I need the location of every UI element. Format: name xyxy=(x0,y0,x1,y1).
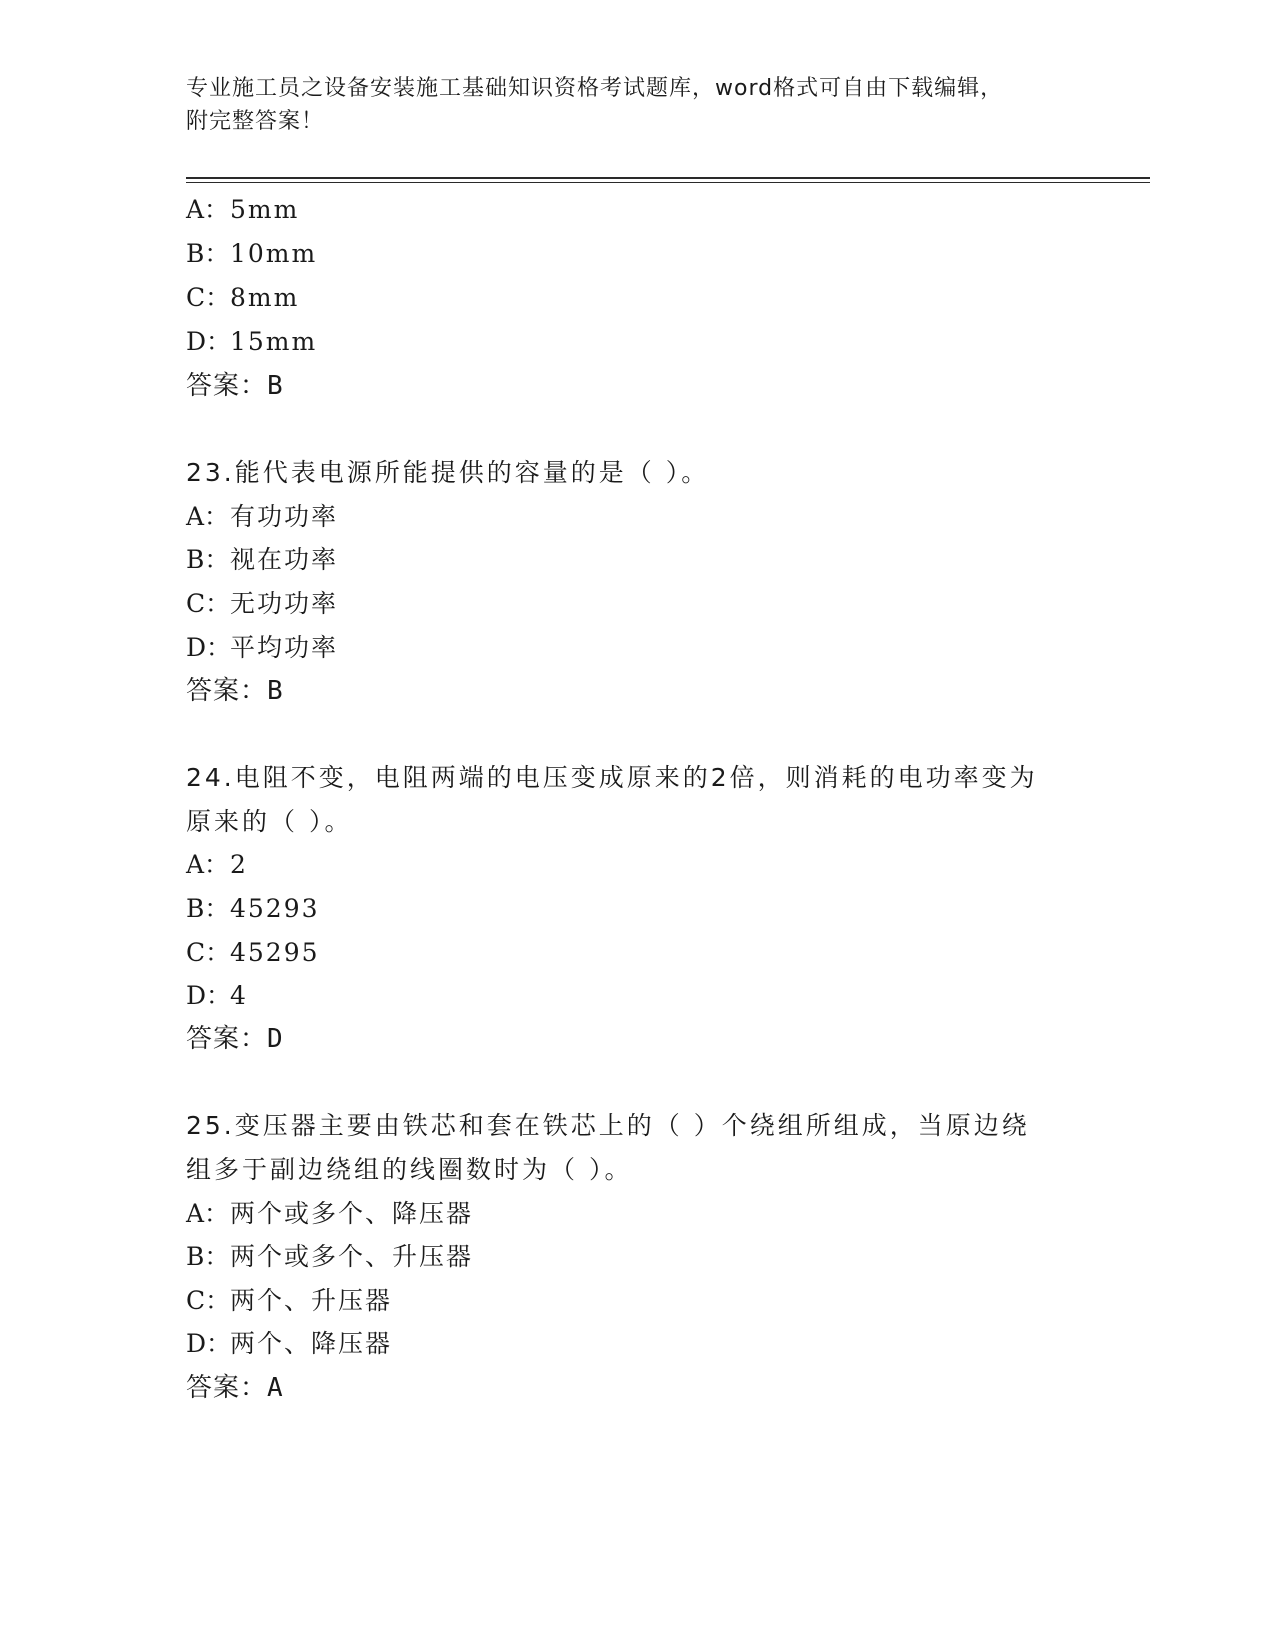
option-key: B： xyxy=(186,545,230,574)
answer-value: A xyxy=(267,1373,283,1403)
answer-line xyxy=(186,369,283,403)
question-stem-continued: 组多于副边绕组的线圈数时为（ ）。 xyxy=(186,1155,633,1184)
option-b xyxy=(186,1240,473,1274)
option-a xyxy=(186,1197,473,1231)
document-header xyxy=(186,72,1066,138)
option-a xyxy=(186,193,299,227)
option-key: A： xyxy=(186,1199,230,1228)
header-line-2: 附完整答案！ xyxy=(186,109,325,134)
option-key: C： xyxy=(186,589,231,618)
option-text: 有功功率 xyxy=(230,502,339,531)
question-stem: 24.电阻不变，电阻两端的电压变成原来的2倍，则消耗的电功率变为 xyxy=(186,763,1038,792)
option-key: A： xyxy=(186,195,230,224)
option-key: C： xyxy=(186,938,231,967)
answer-label: 答案： xyxy=(186,1024,268,1054)
option-key: B： xyxy=(186,239,230,268)
option-text: 2 xyxy=(230,850,248,879)
header-divider-thick xyxy=(186,177,1150,179)
option-text: 10mm xyxy=(230,239,318,268)
option-b xyxy=(186,237,317,271)
option-key: C： xyxy=(186,283,231,312)
answer-line xyxy=(186,674,283,708)
question-stem: 23.能代表电源所能提供的容量的是（ ）。 xyxy=(186,458,710,487)
header-line-1: 专业施工员之设备安装施工基础知识资格考试题库，word格式可自由下载编辑， xyxy=(186,76,1004,101)
option-c xyxy=(186,281,299,315)
answer-label: 答案： xyxy=(186,676,268,706)
option-a xyxy=(186,500,338,534)
answer-value: B xyxy=(267,676,283,706)
answer-label: 答案： xyxy=(186,1373,268,1403)
answer-line xyxy=(186,1371,283,1405)
option-c xyxy=(186,1284,392,1318)
header-divider-thin xyxy=(186,182,1150,183)
question-stem: 25.变压器主要由铁芯和套在铁芯上的（ ）个绕组所组成，当原边绕 xyxy=(186,1111,1030,1140)
option-text: 两个、降压器 xyxy=(230,1329,393,1358)
option-key: D： xyxy=(186,981,232,1010)
question-stem-continued: 原来的（ ）。 xyxy=(186,807,353,836)
option-key: A： xyxy=(186,502,230,531)
answer-value: B xyxy=(267,371,283,401)
answer-line xyxy=(186,1022,283,1056)
option-text: 4 xyxy=(230,981,248,1010)
option-a xyxy=(186,848,248,882)
option-text: 无功功率 xyxy=(230,589,339,618)
option-d xyxy=(186,979,248,1013)
option-key: D： xyxy=(186,327,232,356)
answer-label: 答案： xyxy=(186,371,268,401)
option-text: 两个、升压器 xyxy=(230,1286,393,1315)
option-c xyxy=(186,936,320,970)
option-b xyxy=(186,892,320,926)
option-d xyxy=(186,1327,392,1361)
option-key: A： xyxy=(186,850,230,879)
option-d xyxy=(186,631,338,665)
option-b xyxy=(186,543,338,577)
option-text: 视在功率 xyxy=(230,545,339,574)
option-key: B： xyxy=(186,894,230,923)
option-key: B： xyxy=(186,1242,230,1271)
answer-value: D xyxy=(267,1024,283,1054)
option-d xyxy=(186,325,317,359)
option-key: D： xyxy=(186,1329,232,1358)
option-text: 两个或多个、升压器 xyxy=(230,1242,474,1271)
option-text: 45293 xyxy=(230,894,320,923)
option-text: 平均功率 xyxy=(230,633,339,662)
option-text: 45295 xyxy=(230,938,320,967)
option-c xyxy=(186,587,338,621)
option-key: D： xyxy=(186,633,232,662)
option-text: 两个或多个、降压器 xyxy=(230,1199,474,1228)
option-text: 8mm xyxy=(230,283,300,312)
option-key: C： xyxy=(186,1286,231,1315)
option-text: 15mm xyxy=(230,327,318,356)
option-text: 5mm xyxy=(230,195,300,224)
